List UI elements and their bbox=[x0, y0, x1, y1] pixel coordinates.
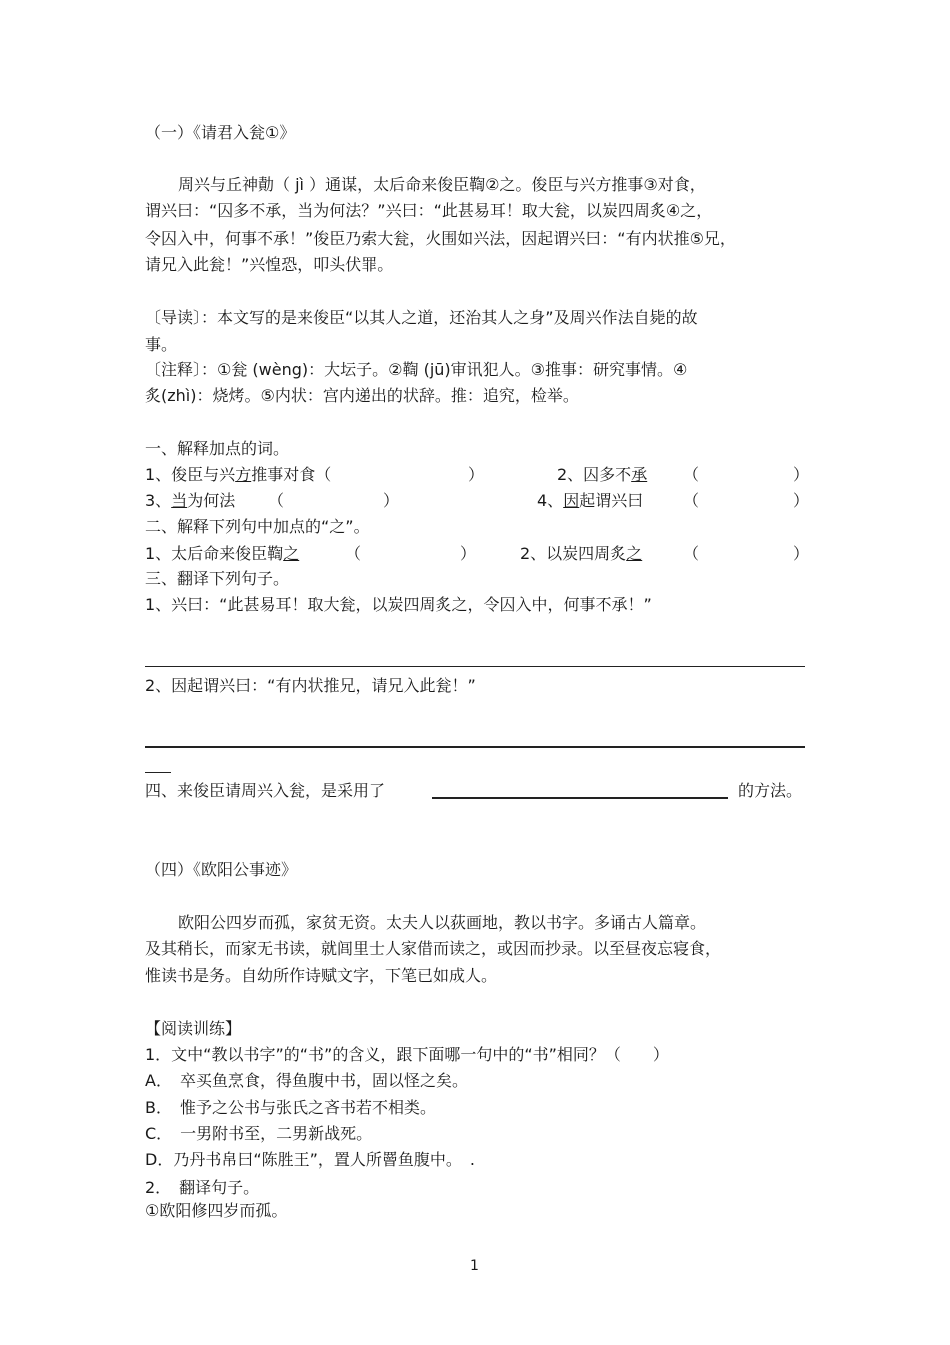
option-d: D．乃丹书帛曰“陈胜王”，置人所罾鱼腹中。 . bbox=[145, 1150, 475, 1169]
q2-item-1-close: ） bbox=[460, 544, 477, 563]
answer-line[interactable] bbox=[145, 666, 805, 667]
marked-word: 方 bbox=[235, 465, 252, 484]
q2-item-2: 2、以炭四周炙之 bbox=[520, 544, 643, 563]
q1-item-3: 3、当为何法 bbox=[145, 491, 236, 510]
q1-heading: 一、解释加点的词。 bbox=[145, 439, 290, 458]
q2-item-2-close: ） bbox=[793, 544, 810, 563]
q1-item-1-close: ） bbox=[468, 465, 485, 484]
answer-line-stub bbox=[145, 772, 171, 773]
q2-item-2-open: （ bbox=[683, 544, 700, 563]
guide-line: 〔导读〕：本文写的是来俊臣“以其人之道，还治其人之身”及周兴作法自毙的故 bbox=[145, 308, 698, 327]
q1-item-3-close: ） bbox=[383, 491, 400, 510]
q2-heading: 二、解释下列句中加点的“之”。 bbox=[145, 517, 370, 536]
passage-line: 及其稍长，而家无书读，就闾里士人家借而读之，或因而抄录。以至昼夜忘寝食， bbox=[145, 939, 722, 958]
page-number: 1 bbox=[470, 1258, 479, 1274]
marked-word: 承 bbox=[631, 465, 648, 484]
question-item: ①欧阳修四岁而孤。 bbox=[145, 1201, 288, 1220]
marked-word: 之 bbox=[626, 544, 643, 563]
passage-line: 欧阳公四岁而孤，家贫无资。太夫人以荻画地，教以书字。多诵古人篇章。 bbox=[178, 913, 707, 932]
q4-suffix: 的方法。 bbox=[738, 781, 803, 800]
q2-item-1: 1、太后命来俊臣鞫之 bbox=[145, 544, 300, 563]
option-a: A． 卒买鱼烹食，得鱼腹中书，固以怪之矣。 bbox=[145, 1071, 468, 1090]
answer-line[interactable] bbox=[145, 746, 805, 748]
passage-line: 惟读书是务。自幼所作诗赋文字，下笔已如成人。 bbox=[145, 966, 498, 985]
notes-line: 〔注释〕：①瓮 (wèng)：大坛子。②鞫 (jū)审讯犯人。③推事：研究事情。④ bbox=[145, 360, 688, 379]
passage-line: 令囚入中，何事不承！”俊臣乃索大瓮，火围如兴法，因起谓兴曰：“有内状推⑤兄， bbox=[145, 229, 736, 248]
q1-item-4-open: （ bbox=[683, 491, 700, 510]
notes-line: 炙(zhì)：烧烤。⑤内状：宫内递出的状辞。推：追究，检举。 bbox=[145, 386, 579, 405]
question-stem: 1．文中“教以书字”的“书”的含义，跟下面哪一句中的“书”相同？（ ） bbox=[145, 1045, 669, 1064]
passage-line: 谓兴曰：“囚多不承，当为何法？”兴曰：“此甚易耳！取大瓮，以炭四周炙④之， bbox=[145, 201, 713, 220]
q1-item-4: 4、因起谓兴曰 bbox=[537, 491, 644, 510]
option-b: B． 惟予之公书与张氏之吝书若不相类。 bbox=[145, 1098, 436, 1117]
section4-title: （四）《欧阳公事迹》 bbox=[145, 860, 298, 879]
q1-item-4-close: ） bbox=[793, 491, 810, 510]
answer-blank[interactable] bbox=[432, 797, 728, 799]
marked-word: 因 bbox=[563, 491, 580, 510]
q1-item-2-close: ） bbox=[793, 465, 810, 484]
q3-sentence-1: 1、兴曰：“此甚易耳！取大瓮，以炭四周炙之，令囚入中，何事不承！” bbox=[145, 595, 652, 614]
q1-item-3-open: （ bbox=[268, 491, 285, 510]
q1-item-1: 1、俊臣与兴方推事对食（ bbox=[145, 465, 332, 484]
question-stem: 2． 翻译句子。 bbox=[145, 1178, 260, 1197]
marked-word: 当 bbox=[171, 491, 188, 510]
q1-item-2: 2、囚多不承 bbox=[557, 465, 648, 484]
option-c: C． 一男附书至，二男新战死。 bbox=[145, 1124, 373, 1143]
passage-line: 请兄入此瓮！”兴惶恐，叩头伏罪。 bbox=[145, 255, 394, 274]
q2-item-1-open: （ bbox=[345, 544, 362, 563]
section1-title: （一）《请君入瓮①》 bbox=[145, 123, 296, 142]
training-heading: 【阅读训练】 bbox=[145, 1019, 242, 1038]
q4-prompt: 四、来俊臣请周兴入瓮，是采用了 bbox=[145, 781, 386, 800]
guide-line: 事。 bbox=[145, 335, 178, 354]
passage-line: 周兴与丘神勣（ jì ）通谋，太后命来俊臣鞫②之。俊臣与兴方推事③对食， bbox=[178, 175, 706, 194]
q3-sentence-2: 2、因起谓兴曰：“有内状推兄，请兄入此瓮！” bbox=[145, 676, 476, 695]
q3-heading: 三、翻译下列句子。 bbox=[145, 569, 290, 588]
q1-item-2-open: （ bbox=[683, 465, 700, 484]
marked-word: 之 bbox=[283, 544, 300, 563]
